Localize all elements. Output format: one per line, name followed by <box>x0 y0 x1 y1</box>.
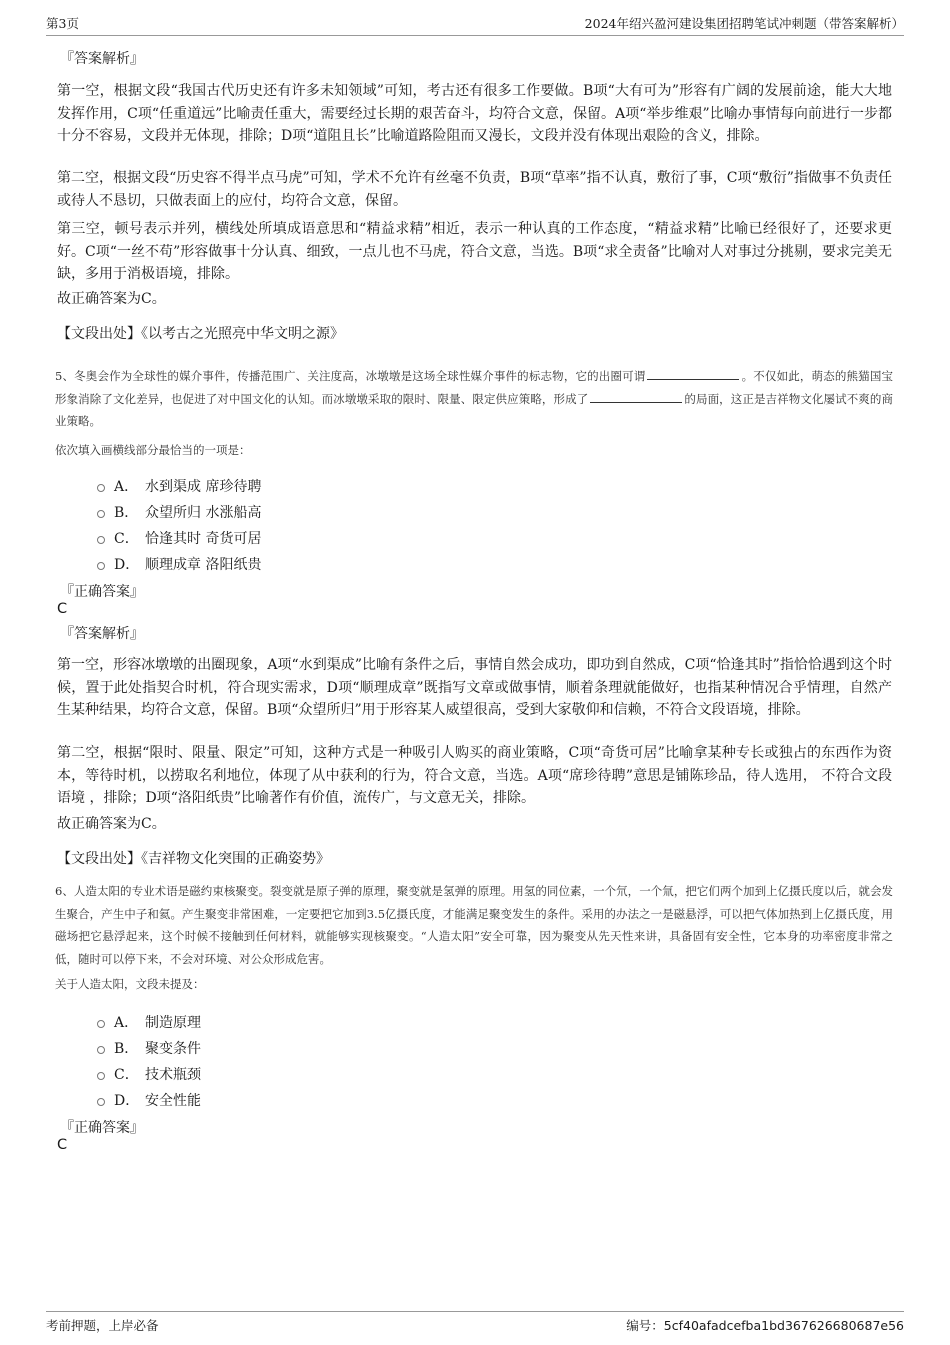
q5-blank-1 <box>647 367 739 380</box>
radio-icon[interactable] <box>97 1098 105 1106</box>
q5-source: 【文段出处】《吉祥物文化突围的正确姿势》 <box>57 851 330 867</box>
q5-option-c[interactable]: C． 恰逢其时 奇货可居 <box>97 528 261 548</box>
q4-analysis-p3: 第三空，顿号表示并列，横线处所填成语意思和“精益求精”相近，表示一种认真的工作态度，“精益求精”比喻已经很好了，还要求更好。C项“一丝不苟”形容做事十分认真、细致，一点儿也不马虎，符合文意，当选。B项“求全责备”比喻对人对事过分挑剔，要求完美无缺，多用于消极语境，排除。 <box>57 221 892 282</box>
q6-option-d[interactable]: D． 安全性能 <box>97 1090 201 1110</box>
radio-icon[interactable] <box>97 1046 105 1054</box>
q5-answer-title: 『正确答案』 <box>60 584 144 600</box>
q5-prompt: 依次填入画横线部分最恰当的一项是： <box>55 443 251 457</box>
radio-icon[interactable] <box>97 510 105 518</box>
q4-analysis-p1: 第一空，根据文段“我国古代历史还有许多未知领域”可知，考古还有很多工作要做。B项“大有可为”形容有广阔的发展前途，能大大地发挥作用，C项“任重道远”比喻责任重大，需要经过长期的艰苦奋斗，均符合文意，保留。A项“举步维艰”比喻办事情每向前进行一步都十分不容易，文段并无体现，排除；D项“道阻且长”比喻道路险阻而又漫长，文段并没有体现出艰险的含义，排除。 <box>57 83 892 144</box>
q6-answer-title: 『正确答案』 <box>60 1120 144 1136</box>
q4-analysis-title: 『答案解析』 <box>60 51 144 67</box>
q6-option-b[interactable]: B． 聚变条件 <box>97 1038 201 1058</box>
page-header <box>46 12 904 36</box>
radio-icon[interactable] <box>97 1072 105 1080</box>
q6-prompt: 关于人造太阳，文段未提及： <box>55 977 205 991</box>
q6-option-a[interactable]: A． 制造原理 <box>97 1012 201 1032</box>
page-footer <box>46 1311 904 1334</box>
radio-icon[interactable] <box>97 484 105 492</box>
q6-option-c[interactable]: C． 技术瓶颈 <box>97 1064 201 1084</box>
q6-answer: C <box>57 1137 68 1153</box>
q5-answer: C <box>57 601 68 617</box>
q4-conclusion: 故正确答案为C。 <box>57 291 166 307</box>
q6-question-text: 6、人造太阳的专业术语是磁约束核聚变。裂变就是原子弹的原理，聚变就是氢弹的原理。用氢的同位素，一个氘，一个氚，把它们两个加到上亿摄氏度以后，就会发生聚合，产生中子和氦。产生聚变非常困难，一定要把它加到3.5亿摄氏度，才能满足聚变发生的条件。采用的办法之一是磁悬浮，可以把气体加热到上亿摄氏度，用磁场把它悬浮起来，这个时候不接触到任何材料，就能够实现核聚变。“人造太阳”安全可靠，因为聚变从先天性来讲，具备固有安全性，它本身的功率密度非常之低，随时可以停下来，不会对环境、对公众形成危害。 <box>55 884 893 966</box>
document-id: 编号：5cf40afadcefba1bd367626680687e56 <box>626 1318 904 1333</box>
q5-blank-2 <box>590 390 682 403</box>
footer-slogan: 考前押题，上岸必备 <box>46 1318 159 1333</box>
q5-analysis-p1: 第一空，形容冰墩墩的出圈现象，A项“水到渠成”比喻有条件之后，事情自然会成功，即功到自然成，C项“恰逢其时”指恰恰遇到这个时候，置于此处指契合时机，符合现实需求，D项“顺理成章”既指写文章或做事情，顺着条理就能做好，也指某种情况合乎情理，自然产生某种结果，均符合文意，保留。B项“众望所归”用于形容某人威望很高，受到大家敬仰和信赖，不符合文段语境，排除。 <box>57 657 892 718</box>
q5-question-text: 5、冬奥会作为全球性的媒介事件，传播范围广、关注度高，冰墩墩是这场全球性媒介事件的标志物，它的出圈可谓 。不仅如此，萌态的熊猫国宝形象消除了文化差异，也促进了对中国文化的认知。而冰墩墩采取的限时、限量、限定供应策略，形成了 的局面，这正是吉祥物文化屡试不爽的商业策略。 <box>55 369 894 428</box>
page-number: 第3页 <box>46 16 79 31</box>
radio-icon[interactable] <box>97 536 105 544</box>
q5-analysis-p2: 第二空，根据“限时、限量、限定”可知，这种方式是一种吸引人购买的商业策略，C项“奇货可居”比喻拿某种专长或独占的东西作为资本，等待时机，以捞取名利地位，体现了从中获利的行为，符合文意，当选。A项“席珍待聘”意思是铺陈珍品，待人选用， 不符合文段语境 ，排除；D项“洛阳纸贵”比喻著作有价值，流传广，与文意无关，排除。 <box>57 745 892 806</box>
q5-conclusion: 故正确答案为C。 <box>57 816 166 832</box>
q4-source: 【文段出处】《以考古之光照亮中华文明之源》 <box>57 326 344 342</box>
radio-icon[interactable] <box>97 562 105 570</box>
q4-analysis-p2: 第二空，根据文段“历史容不得半点马虎”可知，学术不允许有丝毫不负责，B项“草率”指不认真，敷衍了事，C项“敷衍”指做事不负责任或待人不恳切，只做表面上的应付，均符合文意，保留。 <box>57 170 892 209</box>
radio-icon[interactable] <box>97 1020 105 1028</box>
q5-option-d[interactable]: D． 顺理成章 洛阳纸贵 <box>97 554 261 574</box>
document-title: 2024年绍兴盈河建设集团招聘笔试冲刺题（带答案解析） <box>584 16 904 31</box>
q5-analysis-title: 『答案解析』 <box>60 626 144 642</box>
q5-option-b[interactable]: B． 众望所归 水涨船高 <box>97 502 261 522</box>
q5-option-a[interactable]: A． 水到渠成 席珍待聘 <box>97 476 261 496</box>
